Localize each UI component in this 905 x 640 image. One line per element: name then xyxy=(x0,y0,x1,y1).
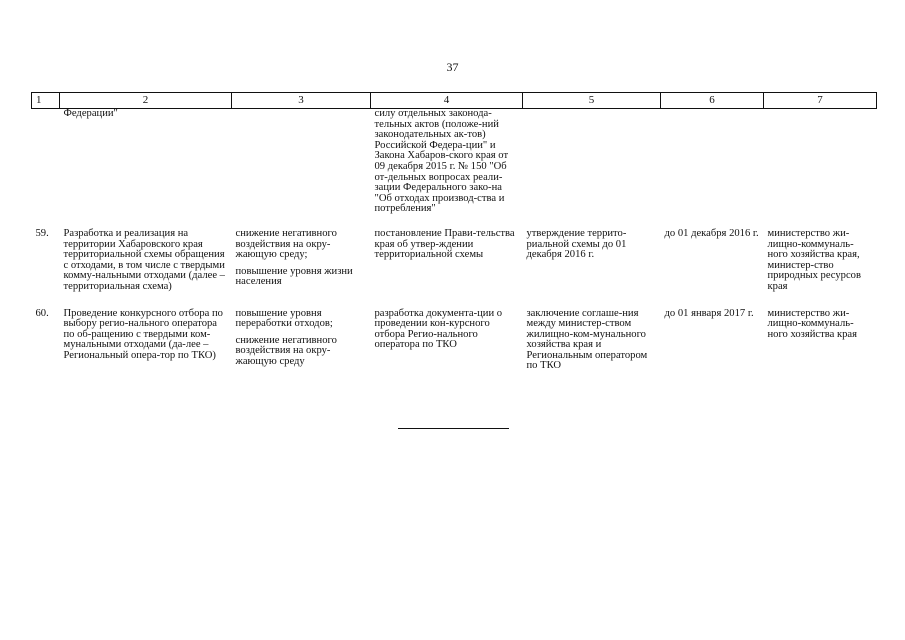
header-col-7: 7 xyxy=(764,93,877,109)
responsible-cell xyxy=(764,229,877,309)
document-cell xyxy=(371,229,523,309)
page-number: 37 xyxy=(446,60,459,74)
measure-text: Федерации" xyxy=(63,108,118,119)
expected-result-cell xyxy=(232,109,371,229)
table-row-continuation xyxy=(32,109,877,229)
header-col-6: 6 xyxy=(661,93,764,109)
responsible-cell xyxy=(764,109,877,229)
header-col-1: 1 xyxy=(32,93,60,109)
expected-result-cell xyxy=(232,309,371,373)
table-header xyxy=(32,93,877,109)
deadline-text: до 01 декабря 2016 г. xyxy=(664,227,759,239)
measure-text: Проведение конкурсного отбора по выбору регио-нального оператора по об-ращению с твердыми ком-мунальными отходами (да-лее – Региональный опера-тор по ТКО) xyxy=(63,307,223,361)
indicator-text: заключение соглаше-ния между министер-ством жилищно-ком-мунального хозяйства края и Региональным оператором по ТКО xyxy=(526,307,648,372)
row-number: 60. xyxy=(35,307,49,319)
row-number xyxy=(32,109,60,229)
indicator-cell xyxy=(523,229,661,309)
header-col-4: 4 xyxy=(371,93,523,109)
measure-cell xyxy=(60,229,232,309)
expected-result-text: повышение уровня жизни населения xyxy=(235,265,353,288)
deadline-cell xyxy=(661,229,764,309)
measure-cell xyxy=(60,109,232,229)
plan-table xyxy=(31,92,877,372)
header-col-3: 3 xyxy=(232,93,371,109)
deadline-cell xyxy=(661,309,764,373)
responsible-text: министерство жи-лищно-коммуналь-ного хозяйства края xyxy=(767,307,857,340)
responsible-cell xyxy=(764,309,877,373)
document-cell xyxy=(371,109,523,229)
indicator-cell xyxy=(523,109,661,229)
indicator-text: утверждение террито-риальной схемы до 01 декабря 2016 г. xyxy=(526,227,627,261)
expected-result-cell xyxy=(232,229,371,309)
row-number: 59. xyxy=(35,227,49,239)
deadline-text: до 01 января 2017 г. xyxy=(664,307,754,319)
responsible-text: министерство жи-лищно-коммуналь-ного хозяйства края, министер-ство природных ресурсов края xyxy=(767,227,861,292)
document-cell xyxy=(371,309,523,373)
document-text: постановление Прави-тельства края об утвер-ждении территориальной схемы xyxy=(374,227,515,261)
header-col-5: 5 xyxy=(523,93,661,109)
document-text: силу отдельных законода-тельных актов (положе-ний законодательных ак-тов) Российской Федера-ции" и Закона Хабаров-ского края от 09 декабря 2015 г. № 150 "Об от-дельных вопросах реали-зации Федерального зако-на "Об отходах производ-ства и потребления" xyxy=(374,108,509,215)
table-row-59 xyxy=(32,229,877,309)
indicator-cell xyxy=(523,309,661,373)
expected-result-text: повышение уровня переработки отходов; xyxy=(235,307,333,330)
expected-result-text: снижение негативного воздействия на окру-жающую среду xyxy=(235,334,337,367)
header-col-2: 2 xyxy=(60,93,232,109)
deadline-cell xyxy=(661,109,764,229)
measure-cell xyxy=(60,309,232,373)
end-divider-line xyxy=(398,428,509,429)
measure-text: Разработка и реализация на территории Хабаровского края территориальной схемы обращения с отходами, в том числе с твердыми комму-нальными отходами (далее – территориальная схема) xyxy=(63,227,225,292)
document-text: разработка документа-ции о проведении кон-курсного отбора Регио-нального оператора по ТКО xyxy=(374,307,503,351)
expected-result-text: снижение негативного воздействия на окру-жающую среду; xyxy=(235,227,337,261)
table-row-60 xyxy=(32,309,877,373)
